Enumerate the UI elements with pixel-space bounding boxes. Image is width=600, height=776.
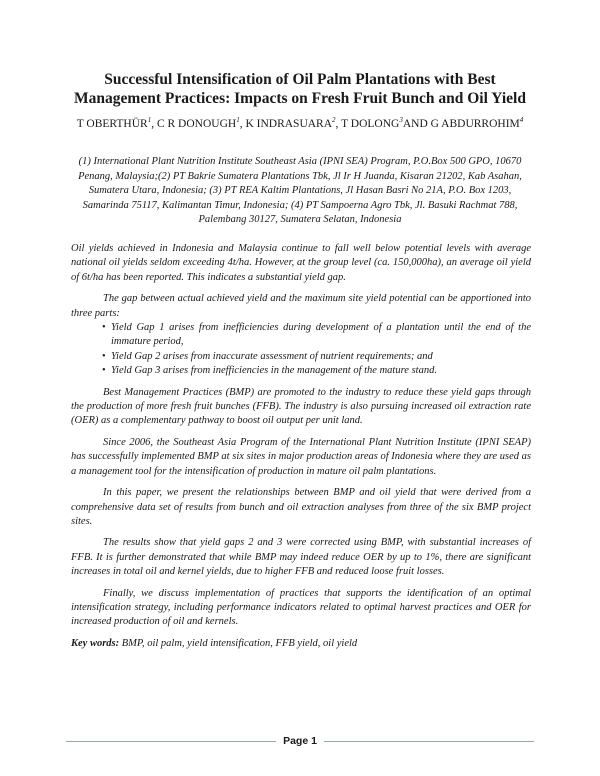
keywords [71, 637, 531, 651]
paragraph: The results show that yield gaps 2 and 3 were corrected using BMP, with substantial increases of FFB. It is further demonstrated that while BMP may indeed reduce OER by up to 1%, there are significant increases in total oil and kernel yields, due to higher FFB and reduced loose fruit losses. [71, 537, 531, 578]
affiliation-marker: 4 [519, 116, 524, 124]
keywords-label: Key words: [71, 637, 120, 649]
author-name: , C R DONOUGH [151, 117, 237, 130]
yield-gap-list [71, 321, 531, 379]
paragraph: In this paper, we present the relationships between BMP and oil yield that were derived from a comprehensive data set of results from bunch and oil extraction analyses from three of the six BMP project sites. [71, 487, 531, 527]
keywords-text: BMP, oil palm, yield intensification, FFB yield, oil yield [119, 637, 358, 649]
affiliation-marker: 3 [399, 116, 403, 124]
affiliation-marker: 1 [236, 116, 240, 124]
author-list [60, 113, 540, 131]
abstract-body [71, 242, 531, 651]
paragraph: Finally, we discuss implementation of practices that supports the identification of an optimal intensification strategy, including performance indicators related to optimal harvest practices and OER for increased production of oil and kernels. [71, 587, 531, 628]
author-name: , T DOLONG [335, 117, 400, 130]
list-item: • Yield Gap 2 arises from inaccurate assessment of nutrient requirements; and [111, 350, 531, 364]
page-number: Page 1 [283, 735, 317, 747]
author-name: , K INDRASUARA [239, 117, 333, 130]
list-item: • Yield Gap 3 arises from inefficiencies in the management of the mature stand. [111, 364, 531, 378]
affiliation-marker: 2 [332, 116, 336, 124]
affiliations: (1) International Plant Nutrition Institute Southeast Asia (IPNI SEA) Program, P.O.Box 500 GPO, 10670 Penang, Malaysia;(2) PT Bakrie Sumatera Plantations Tbk, Jl Ir H Juanda, Kisaran 21202, Kab Asahan, Sumatera Utara, Indonesia; (3) PT REA Kaltim Plantations, Jl Hasan Basri No 21A, P.O. Box 1203, Samarinda 75117, Kalimantan Timur, Indonesia; (4) PT Sampoerna Agro Tbk, Jl. Basuki Rachmat 788, Palembang 30127, Sumatera Selatan, Indonesia [78, 156, 522, 226]
paragraph: The gap between actual achieved yield and the maximum site yield potential can be apportioned into three parts: [71, 293, 531, 319]
author-name: T OBERTHÜR [76, 117, 148, 130]
paragraph: Since 2006, the Southeast Asia Program of the International Plant Nutrition Institute (IPNI SEAP) has successfully implemented BMP at six sites in major production areas of Indonesia where they are used as a management tool for the intensification of production in mature oil palm plantations. [71, 436, 531, 477]
list-item: • Yield Gap 1 arises from inefficiencies during development of a plantation until the end of the immature period, [111, 321, 531, 350]
paragraph: Best Management Practices (BMP) are promoted to the industry to reduce these yield gaps through the production of more fresh fruit bunches (FFB). The industry is also pursuing increased oil extraction rate (OER) as a complementary pathway to boost oil output per unit land. [71, 386, 531, 427]
paragraph: Oil yields achieved in Indonesia and Malaysia continue to fall well below potential levels with average national oil yields seldom exceeding 4t/ha. However, at the group level (ca. 150,000ha), an average oil yield of 6t/ha has been reported. This indicates a substantial yield gap. [71, 243, 531, 283]
paper-title: Successful Intensification of Oil Palm Plantations with Best Management Practices: Impacts on Fresh Fruit Bunch and Oil Yield [74, 71, 526, 107]
author-name: AND G ABDURROHIM [402, 117, 520, 130]
affiliation-marker: 1 [147, 116, 152, 124]
